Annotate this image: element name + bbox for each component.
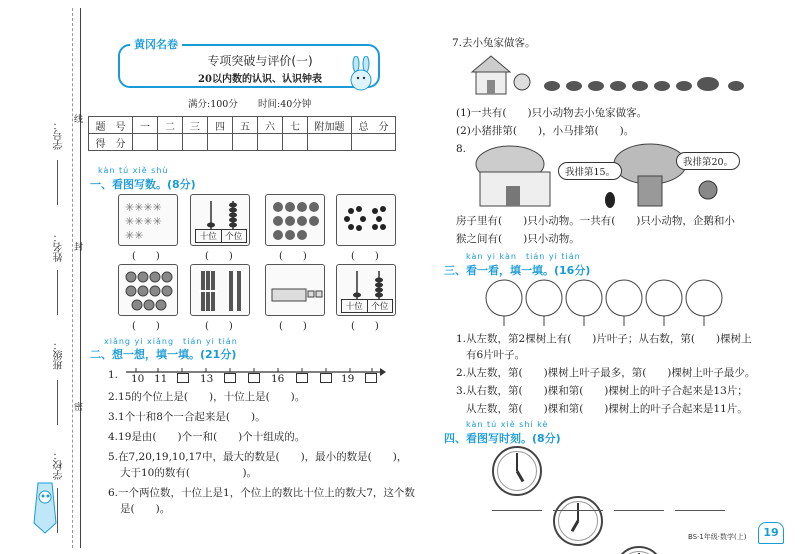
picture-dots — [336, 194, 396, 246]
question-2: 2.15的个位上是( )，十位上是( )。 — [108, 391, 306, 403]
numberline-label: 13 — [200, 373, 214, 385]
question-4: 4.19是由( )个一和( )个十组成的。 — [108, 431, 306, 443]
clock-answer-line[interactable] — [675, 510, 725, 511]
section4-title: 四、看图写时刻。(8分) — [444, 432, 561, 445]
leaf-trees-illustration — [484, 278, 750, 328]
speech-bubble-20: 我排第20。 — [676, 152, 740, 170]
question-3: 3.1个十和8个一合起来是( )。 — [108, 411, 266, 423]
picture-leaves-10 — [118, 194, 178, 246]
answer-blank[interactable]: ( ) — [132, 251, 160, 262]
numberline-label: 11 — [154, 373, 168, 385]
question-7-1: (1)一共有( )只小动物去小兔家做客。 — [456, 107, 648, 119]
section3-question-3-cont: 从左数，第( )棵和第( )棵树上的叶子合起来是11片。 — [466, 403, 748, 415]
table-cell: 四 — [208, 117, 233, 134]
binding-solid-line — [80, 8, 81, 548]
answer-blank[interactable]: ( ) — [351, 321, 379, 332]
ones-place-label: 个位 — [371, 302, 389, 312]
question-7-2: (2)小猪排第( )，小马排第( )。 — [456, 125, 635, 137]
question-8-label: 8. — [456, 143, 467, 155]
name-label: 姓名： — [54, 232, 65, 262]
numberline-blank[interactable] — [248, 373, 260, 383]
table-cell: 六 — [258, 117, 283, 134]
question-6: 6.一个两位数，十位上是1，个位上的数比十位上的数大7，这个数 — [108, 487, 415, 499]
question-6-cont: 是( )。 — [120, 503, 171, 515]
clock-answer-line[interactable] — [614, 510, 664, 511]
section3-question-3: 3.从右数，第( )棵和第( )棵树上的叶子合起来是13片； — [456, 385, 748, 397]
footer-info: BS·1年级·数学(上) — [688, 533, 747, 541]
section3-question-2: 2.从左数，第( )棵树上叶子最多，第( )棵树上叶子最少。 — [456, 367, 756, 379]
table-cell: 得 分 — [89, 134, 133, 151]
section3-title: 三、看一看，填一填。(16分) — [444, 264, 591, 277]
score-input-cell[interactable] — [208, 134, 233, 151]
ones-place-label: 个位 — [225, 232, 243, 242]
page-subtitle: 20以内数的认识、认识钟表 — [198, 74, 322, 85]
pencil-mascot-icon — [20, 475, 70, 535]
numberline-label: 19 — [341, 373, 355, 385]
numberline-blank[interactable] — [224, 373, 236, 383]
numberline-blank[interactable] — [320, 373, 332, 383]
animals-parade-illustration — [470, 54, 760, 98]
section3-pinyin: kàn yi kàn tián yi tián — [466, 252, 581, 261]
numberline-label: 16 — [271, 373, 285, 385]
answer-blank[interactable]: ( ) — [351, 251, 379, 262]
question-5-cont: 大于10的数有( )。 — [120, 467, 258, 479]
score-input-cell[interactable] — [352, 134, 396, 151]
clock-face — [553, 496, 603, 546]
answer-blank[interactable]: ( ) — [205, 321, 233, 332]
numberline-blank[interactable] — [177, 373, 189, 383]
full-score: 满分:100分 — [188, 99, 238, 110]
score-input-cell[interactable] — [133, 134, 158, 151]
rabbit-mascot-icon — [344, 56, 378, 94]
score-input-cell[interactable] — [308, 134, 352, 151]
speech-bubble-15: 我排第15。 — [558, 162, 622, 180]
binding-dashed-line — [72, 8, 73, 548]
question-7-title: 7.去小兔家做客。 — [452, 37, 536, 49]
answer-blank[interactable]: ( ) — [279, 321, 307, 332]
table-cell: 三 — [183, 117, 208, 134]
score-table — [88, 116, 396, 151]
tens-place-label: 十位 — [342, 300, 368, 312]
answer-blank[interactable]: ( ) — [205, 251, 233, 262]
table-cell: 一 — [133, 117, 158, 134]
table-cell: 七 — [283, 117, 308, 134]
seal-char-feng: 封 — [74, 243, 84, 253]
seal-char-mi: 密 — [74, 403, 84, 413]
answer-blank[interactable]: ( ) — [279, 251, 307, 262]
section4-pinyin: kàn tú xiě shí kè — [466, 420, 549, 429]
numberline-label: 10 — [131, 373, 145, 385]
exam-time: 时间:40分钟 — [258, 99, 312, 110]
clock-face — [492, 446, 542, 496]
tens-place-label: 十位 — [196, 230, 222, 242]
brand-logo: 黄冈名卷 — [130, 36, 182, 52]
table-cell: 总 分 — [352, 117, 396, 134]
score-input-cell[interactable] — [183, 134, 208, 151]
score-table-header-row — [89, 117, 396, 134]
table-cell: 题 号 — [89, 117, 133, 134]
page-number: 19 — [758, 522, 784, 544]
numberline-blank[interactable] — [365, 373, 377, 383]
answer-blank[interactable]: ( ) — [132, 321, 160, 332]
table-cell: 附加题 — [308, 117, 352, 134]
score-table-score-row — [89, 134, 396, 151]
student-id-label: 学号： — [54, 120, 65, 150]
score-input-cell[interactable] — [158, 134, 183, 151]
svg-text:✳✳: ✳✳ — [125, 229, 144, 242]
clock-answer-line[interactable] — [553, 510, 603, 511]
question-8-text: 房子里有( )只小动物。一共有( )只小动物，企鹅和小 — [456, 215, 735, 227]
numberline-blank[interactable] — [296, 373, 308, 383]
table-cell: 二 — [158, 117, 183, 134]
picture-sticks-bundle — [190, 264, 250, 316]
score-input-cell[interactable] — [283, 134, 308, 151]
svg-text:✳✳✳✳: ✳✳✳✳ — [125, 215, 162, 228]
picture-abacus-2 — [336, 264, 396, 316]
section3-question-1-cont: 有6片叶子。 — [466, 349, 526, 361]
score-input-cell[interactable] — [233, 134, 258, 151]
section3-question-1: 1.从左数，第2棵树上有( )片叶子；从右数，第( )棵树上 — [456, 333, 752, 345]
clock-face — [614, 546, 664, 554]
picture-cubes — [265, 264, 325, 316]
page-title: 专项突破与评价(一) — [207, 54, 313, 68]
seal-char-xian: 线 — [74, 115, 84, 125]
picture-abacus-1 — [190, 194, 250, 246]
score-input-cell[interactable] — [258, 134, 283, 151]
question-5: 5.在7,20,19,10,17中，最大的数是( )，最小的数是( )， — [108, 451, 408, 463]
q1-label: 1. — [108, 369, 119, 381]
section1-title: 一、看图写数。(8分) — [90, 178, 196, 191]
picture-apples — [118, 264, 178, 316]
clock-answer-line[interactable] — [492, 510, 542, 511]
section1-pinyin: kàn tú xiě shù — [98, 166, 169, 175]
school-label: 学校： — [54, 450, 65, 480]
picture-leaves-grid — [265, 194, 325, 246]
svg-text:✳✳✳✳: ✳✳✳✳ — [125, 201, 162, 214]
section2-pinyin: xiǎng yi xiǎng tián yi tián — [104, 337, 238, 346]
table-cell: 五 — [233, 117, 258, 134]
question-8-text-cont: 猴之间有( )只小动物。 — [456, 233, 580, 245]
class-label: 班级： — [54, 340, 65, 370]
section2-title: 二、想一想，填一填。(21分) — [90, 348, 237, 361]
